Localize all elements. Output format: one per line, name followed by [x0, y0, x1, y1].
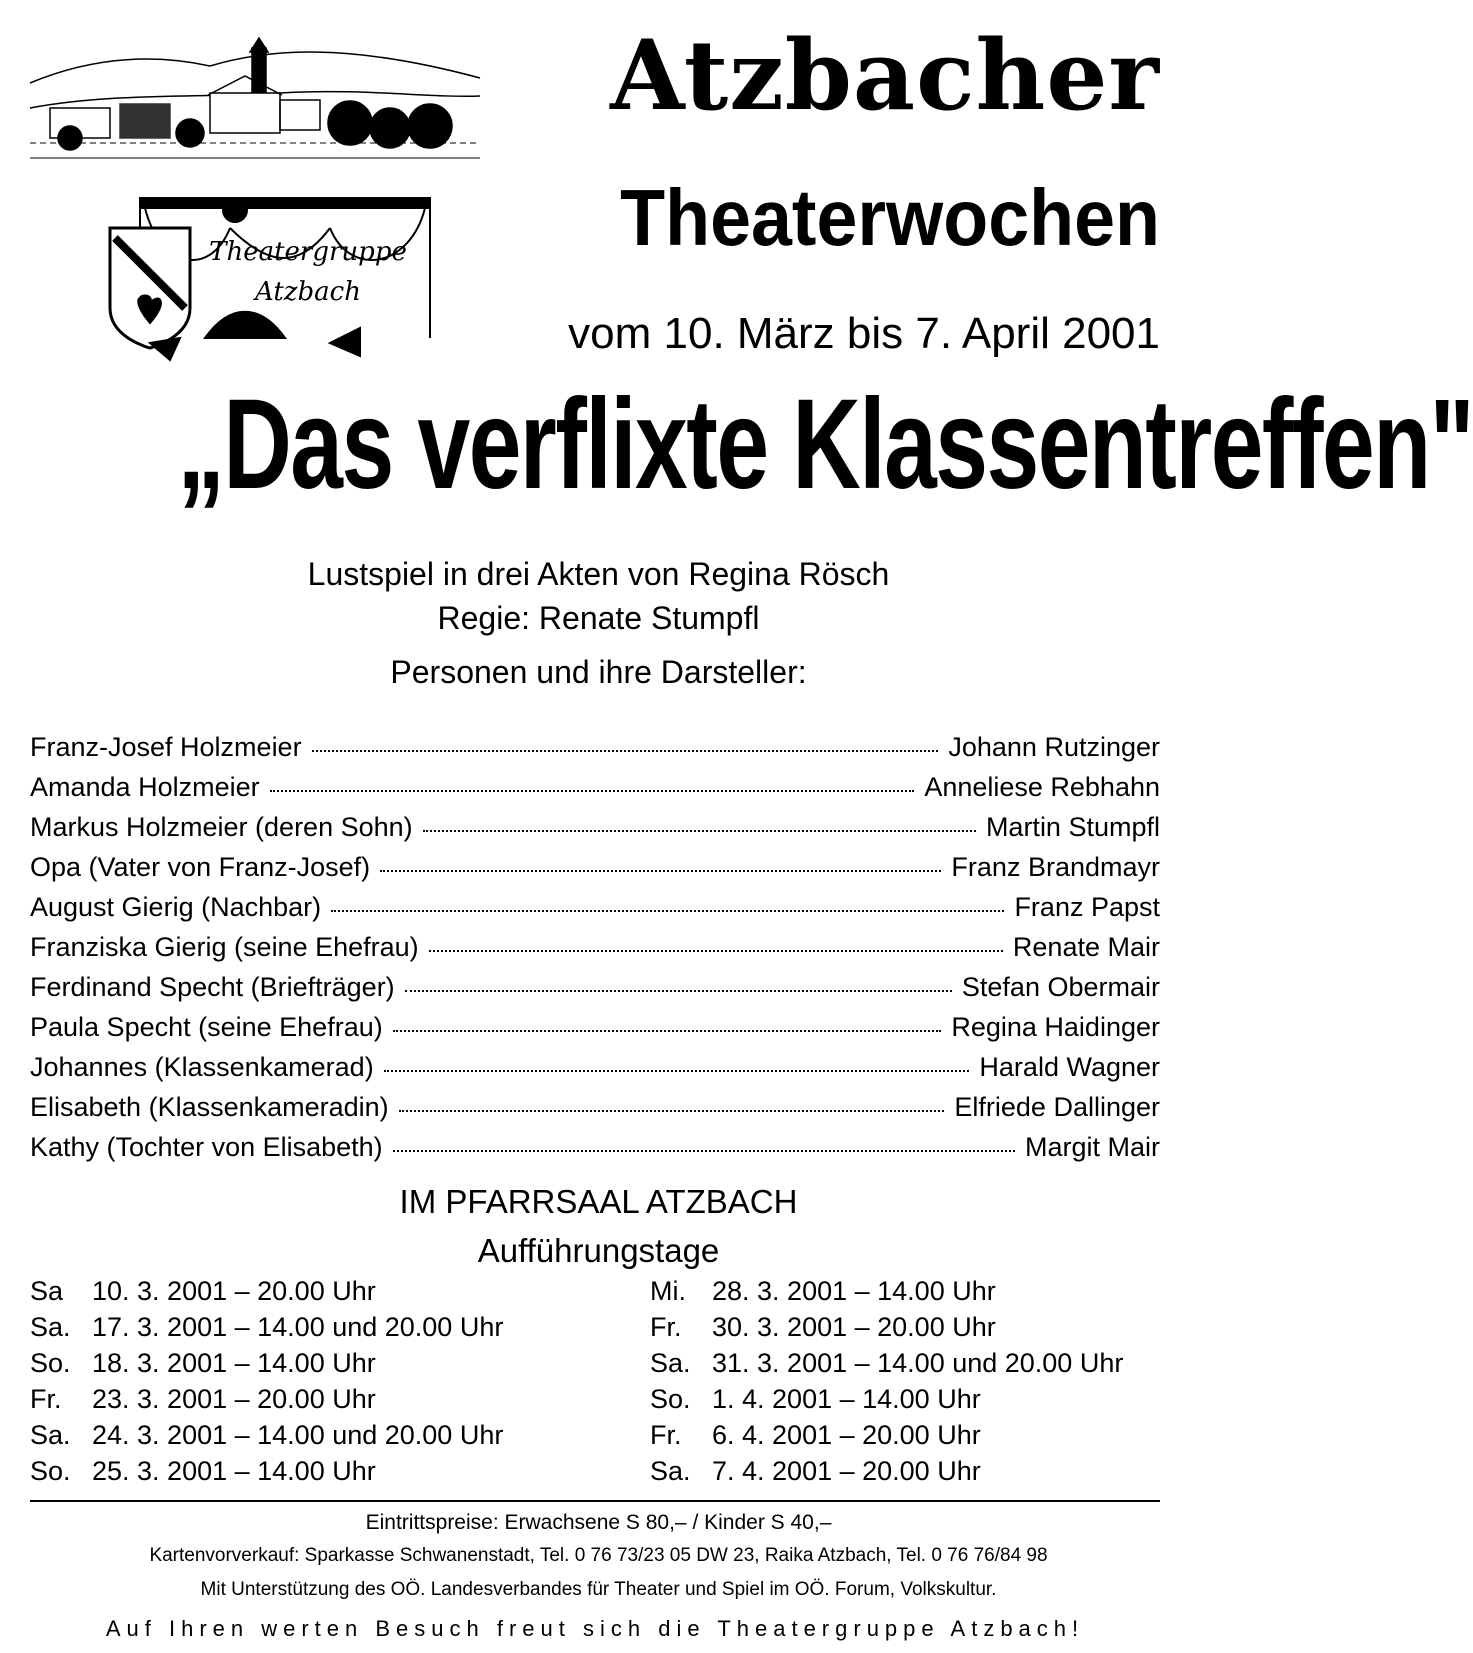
performance-row	[30, 1456, 503, 1492]
performance-datetime: 31. 3. 2001 – 14.00 und 20.00 Uhr	[712, 1348, 1124, 1378]
play-title: „Das verflixte Klassentreffen"	[177, 373, 1473, 516]
director-line: Regie: Renate Stumpfl	[437, 600, 760, 636]
cast-role: Kathy (Tochter von Elisabeth)	[30, 1132, 383, 1162]
performances-heading: Aufführungstage	[477, 1232, 720, 1269]
cast-row	[30, 1132, 1160, 1172]
cast-role: Elisabeth (Klassenkameradin)	[30, 1092, 389, 1122]
performance-day: Mi.	[650, 1276, 686, 1306]
performance-datetime: 24. 3. 2001 – 14.00 und 20.00 Uhr	[92, 1420, 504, 1450]
performance-row	[30, 1348, 503, 1384]
performances-left	[30, 1276, 503, 1492]
cast-row	[30, 812, 1160, 852]
cast-role: Amanda Holzmeier	[30, 772, 260, 802]
performance-datetime: 10. 3. 2001 – 20.00 Uhr	[92, 1276, 376, 1306]
performance-datetime: 1. 4. 2001 – 14.00 Uhr	[712, 1384, 981, 1414]
performance-row	[650, 1456, 1123, 1492]
performance-day: So.	[30, 1456, 71, 1486]
cast-row	[30, 932, 1160, 972]
cast-actor: Franz Papst	[1014, 892, 1160, 922]
cast-row	[30, 732, 1160, 772]
performance-day: Sa.	[650, 1348, 691, 1378]
dot-leader	[393, 1150, 1015, 1152]
presale-info: Kartenvorverkauf: Sparkasse Schwanenstadt, Tel. 0 76 73/23 05 DW 23, Raika Atzbach, Tel. 0 76 76/84 98	[149, 1545, 1048, 1566]
closing-line: Auf Ihren werten Besuch freut sich die Theatergruppe Atzbach!	[105, 1616, 1085, 1641]
venue: IM PFARRSAAL ATZBACH	[399, 1183, 798, 1220]
performance-datetime: 18. 3. 2001 – 14.00 Uhr	[92, 1348, 376, 1378]
performance-row	[30, 1420, 503, 1456]
dot-leader	[399, 1110, 945, 1112]
dot-leader	[312, 750, 939, 752]
performance-row	[650, 1348, 1123, 1384]
dot-leader	[380, 870, 941, 872]
cast-role: Paula Specht (seine Ehefrau)	[30, 1012, 383, 1042]
poster-title-line2: Theaterwochen	[620, 173, 1160, 262]
cast-actor: Anneliese Rebhahn	[924, 772, 1160, 802]
performance-datetime: 25. 3. 2001 – 14.00 Uhr	[92, 1456, 376, 1486]
cast-actor: Stefan Obermair	[961, 972, 1160, 1002]
performance-row	[650, 1276, 1123, 1312]
cast-heading: Personen und ihre Darsteller:	[390, 654, 807, 690]
cast-role: Markus Holzmeier (deren Sohn)	[30, 812, 413, 842]
performance-day: Fr.	[30, 1384, 62, 1414]
date-range: vom 10. März bis 7. April 2001	[568, 309, 1160, 358]
dot-leader	[270, 790, 915, 792]
logo-text-line2: Atzbach	[255, 277, 361, 307]
performance-row	[650, 1384, 1123, 1420]
performance-day: Fr.	[650, 1312, 682, 1342]
dot-leader	[331, 910, 1004, 912]
footer-divider	[30, 1500, 1160, 1502]
performance-day: Sa.	[30, 1420, 71, 1450]
performances-right	[650, 1276, 1123, 1492]
dot-leader	[384, 1070, 970, 1072]
cast-actor: Renate Mair	[1012, 932, 1160, 962]
performance-day: Sa.	[650, 1456, 691, 1486]
cast-list	[30, 732, 1160, 1172]
genre-line: Lustspiel in drei Akten von Regina Rösch	[307, 556, 890, 592]
support-info: Mit Unterstützung des OÖ. Landesverbandes für Theater und Spiel im OÖ. Forum, Volkskultur.	[200, 1579, 997, 1600]
cast-actor: Regina Haidinger	[951, 1012, 1160, 1042]
performance-datetime: 28. 3. 2001 – 14.00 Uhr	[712, 1276, 996, 1306]
dot-leader	[405, 990, 952, 992]
cast-row	[30, 892, 1160, 932]
performance-day: So.	[30, 1348, 71, 1378]
cast-actor: Johann Rutzinger	[948, 732, 1160, 762]
ticket-prices: Eintrittspreise: Erwachsene S 80,– / Kinder S 40,–	[365, 1511, 832, 1534]
cast-row	[30, 1092, 1160, 1132]
cast-role: Ferdinand Specht (Briefträger)	[30, 972, 395, 1002]
cast-role: Johannes (Klassenkamerad)	[30, 1052, 374, 1082]
cast-row	[30, 772, 1160, 812]
performance-day: So.	[650, 1384, 691, 1414]
village-sketch	[30, 38, 480, 158]
cast-row	[30, 1052, 1160, 1092]
theatergruppe-logo	[30, 38, 480, 378]
cast-role: August Gierig (Nachbar)	[30, 892, 322, 922]
performance-day: Sa	[30, 1276, 64, 1306]
dot-leader	[423, 830, 976, 832]
cast-actor: Martin Stumpfl	[985, 812, 1160, 842]
cast-row	[30, 972, 1160, 1012]
poster-title-line1: Atzbacher	[610, 19, 1160, 132]
performance-datetime: 17. 3. 2001 – 14.00 und 20.00 Uhr	[92, 1312, 504, 1342]
cast-role: Franziska Gierig (seine Ehefrau)	[30, 932, 419, 962]
performance-datetime: 7. 4. 2001 – 20.00 Uhr	[712, 1456, 981, 1486]
performance-datetime: 6. 4. 2001 – 20.00 Uhr	[712, 1420, 981, 1450]
cast-actor: Harald Wagner	[979, 1052, 1160, 1082]
performance-day: Sa.	[30, 1312, 71, 1342]
dot-leader	[429, 950, 1003, 952]
cast-actor: Franz Brandmayr	[951, 852, 1160, 882]
cast-row	[30, 852, 1160, 892]
logo-text-line1: Theatergruppe	[209, 237, 407, 267]
performance-datetime: 23. 3. 2001 – 20.00 Uhr	[92, 1384, 376, 1414]
cast-actor: Elfriede Dallinger	[954, 1092, 1160, 1122]
dot-leader	[393, 1030, 942, 1032]
performance-row	[30, 1276, 503, 1312]
performance-row	[650, 1312, 1123, 1348]
cast-role: Franz-Josef Holzmeier	[30, 732, 302, 762]
performance-row	[30, 1384, 503, 1420]
cast-role: Opa (Vater von Franz-Josef)	[30, 852, 371, 882]
performance-datetime: 30. 3. 2001 – 20.00 Uhr	[712, 1312, 996, 1342]
performance-day: Fr.	[650, 1420, 682, 1450]
cast-row	[30, 1012, 1160, 1052]
performance-row	[30, 1312, 503, 1348]
cast-actor: Margit Mair	[1024, 1132, 1160, 1162]
performance-row	[650, 1420, 1123, 1456]
